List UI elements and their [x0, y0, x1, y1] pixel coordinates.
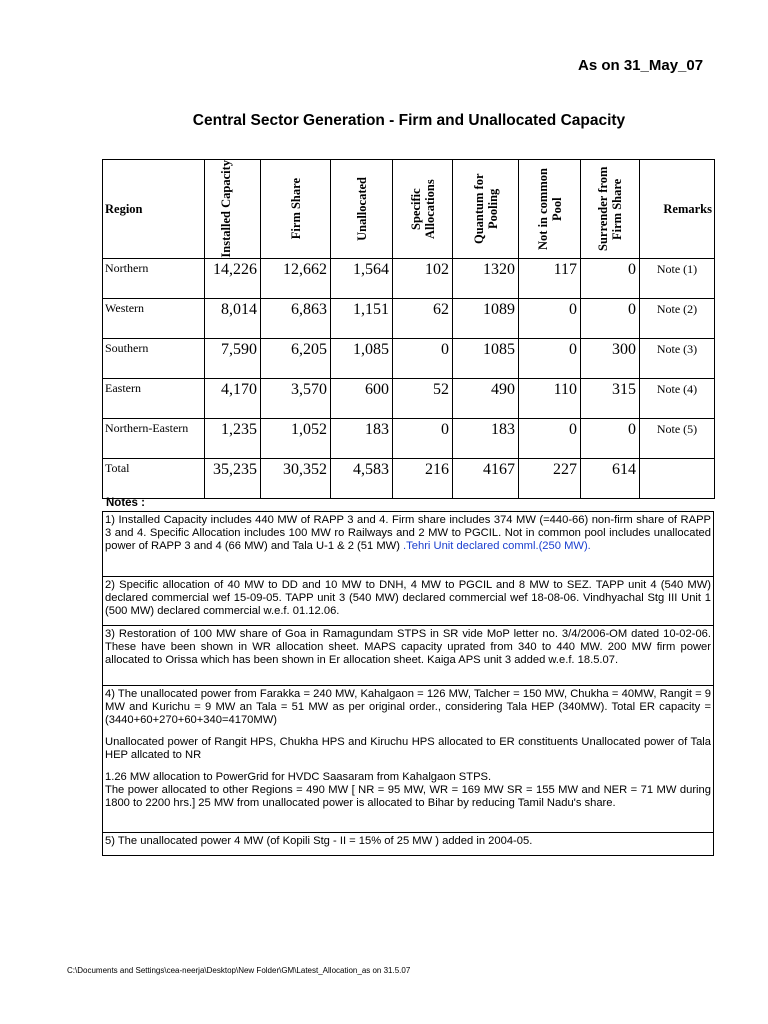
- cell-specific: 216: [393, 459, 453, 499]
- note-1-text: 1) Installed Capacity includes 440 MW of RAPP 3 and 4. Firm share includes 374 MW (=440-66) non-firm share of RAPP 3 and 4. Specific Allocation includes 100 MW ro Railways and 2 MW to PGCIL. Not in common pool includes unallocated power of RAPP 3 and 4 (66 MW) and Tala U-1 & 2 (51 MW): [105, 514, 711, 552]
- cell-firm-share: 12,662: [261, 259, 331, 299]
- header-surrender-from-firm-share: [581, 160, 640, 259]
- cell-not-in-pool: 0: [519, 299, 581, 339]
- table-header-row: [103, 160, 715, 259]
- cell-specific: 0: [393, 419, 453, 459]
- header-surrender-from-firm-share-text: Surrender from Firm Share: [596, 166, 624, 252]
- cell-surrender: 315: [581, 379, 640, 419]
- cell-region: Total: [103, 459, 205, 499]
- cell-quantum: 1320: [453, 259, 519, 299]
- table-row: [103, 259, 715, 299]
- cell-unallocated: 1,085: [331, 339, 393, 379]
- cell-not-in-pool: 110: [519, 379, 581, 419]
- table-body: [103, 259, 715, 499]
- cell-surrender: 614: [581, 459, 640, 499]
- note-4-paragraph-4: The power allocated to other Regions = 490 MW [ NR = 95 MW, WR = 169 MW SR = 155 MW and NER = 71 MW during 1800 to 2200 hrs.] 25 MW from unallocated power is allocated to Bihar by reducing Tamil Nadu's share.: [105, 784, 711, 809]
- cell-surrender: 0: [581, 299, 640, 339]
- table-row: [103, 299, 715, 339]
- as-on-date: As on 31_May_07: [578, 57, 704, 74]
- cell-not-in-pool: 227: [519, 459, 581, 499]
- cell-quantum: 490: [453, 379, 519, 419]
- note-row: [103, 577, 714, 626]
- note-2: 2) Specific allocation of 40 MW to DD and 10 MW to DNH, 4 MW to PGCIL and 8 MW to SEZ. TAPP unit 4 (540 MW) declared commercial wef 15-09-05. TAPP unit 3 (540 MW) declared commercial wef 18-08-06. Vindhyachal Stg III Unit 1 (500 MW) declared commercial w.e.f. 01.12.06.: [103, 577, 714, 626]
- cell-installed: 14,226: [205, 259, 261, 299]
- header-firm-share: [261, 160, 331, 259]
- note-row: [103, 512, 714, 577]
- table-row-total: [103, 459, 715, 499]
- cell-installed: 1,235: [205, 419, 261, 459]
- header-quantum-for-pooling-text: Quantum for Pooling: [471, 173, 500, 245]
- cell-firm-share: 1,052: [261, 419, 331, 459]
- cell-remarks: Note (2): [640, 299, 715, 339]
- cell-quantum: 1085: [453, 339, 519, 379]
- cell-region: Northern: [103, 259, 205, 299]
- cell-remarks: Note (1): [640, 259, 715, 299]
- note-row: [103, 833, 714, 856]
- cell-specific: 62: [393, 299, 453, 339]
- note-3: 3) Restoration of 100 MW share of Goa in Ramagundam STPS in SR vide MoP letter no. 3/4/2006-OM dated 10-02-06. These have been shown in WR allocation sheet. MAPS capacity uprated from 340 to 440 MW. 200 MW firm power allocated to Orissa which has been shown in Er allocation sheet. Kaiga APS unit 3 added w.e.f. 18.5.07.: [103, 626, 714, 686]
- table-row: [103, 379, 715, 419]
- cell-region: Western: [103, 299, 205, 339]
- note-5: 5) The unallocated power 4 MW (of Kopili Stg - II = 15% of 25 MW ) added in 2004-05.: [103, 833, 714, 856]
- cell-unallocated: 1,151: [331, 299, 393, 339]
- header-unallocated-text: Unallocated: [354, 177, 369, 241]
- cell-surrender: 0: [581, 419, 640, 459]
- header-remarks: Remarks: [640, 160, 715, 259]
- cell-installed: 4,170: [205, 379, 261, 419]
- cell-firm-share: 6,205: [261, 339, 331, 379]
- cell-region: Eastern: [103, 379, 205, 419]
- page-title: Central Sector Generation - Firm and Unallocated Capacity: [192, 112, 626, 129]
- cell-quantum: 183: [453, 419, 519, 459]
- note-row: [103, 626, 714, 686]
- header-specific-allocations: [393, 160, 453, 259]
- note-1-link-text: .Tehri Unit declared comml.(250 MW).: [399, 540, 591, 552]
- cell-installed: 7,590: [205, 339, 261, 379]
- cell-region: Northern-Eastern: [103, 419, 205, 459]
- cell-unallocated: 600: [331, 379, 393, 419]
- header-not-in-common-pool-text: Not in common Pool: [535, 168, 564, 250]
- note-4-paragraph-3: 1.26 MW allocation to PowerGrid for HVDC Saasaram from Kahalgaon STPS.: [105, 771, 492, 783]
- cell-remarks: Note (5): [640, 419, 715, 459]
- cell-remarks: Note (3): [640, 339, 715, 379]
- cell-unallocated: 183: [331, 419, 393, 459]
- cell-specific: 102: [393, 259, 453, 299]
- file-path-footer: C:\Documents and Settings\cea-neerja\Desktop\New Folder\GM\Latest_Allocation_as on 31.5.07: [67, 966, 411, 975]
- cell-installed: 8,014: [205, 299, 261, 339]
- table-row: [103, 339, 715, 379]
- note-4: [103, 686, 714, 833]
- header-specific-allocations-text: Specific Allocations: [408, 179, 437, 239]
- cell-surrender: 0: [581, 259, 640, 299]
- cell-surrender: 300: [581, 339, 640, 379]
- cell-not-in-pool: 0: [519, 339, 581, 379]
- cell-installed: 35,235: [205, 459, 261, 499]
- header-quantum-for-pooling: [453, 160, 519, 259]
- capacity-table: [102, 159, 715, 499]
- notes-label: Notes :: [106, 497, 145, 509]
- cell-firm-share: 30,352: [261, 459, 331, 499]
- cell-firm-share: 3,570: [261, 379, 331, 419]
- cell-not-in-pool: 117: [519, 259, 581, 299]
- cell-unallocated: 1,564: [331, 259, 393, 299]
- cell-unallocated: 4,583: [331, 459, 393, 499]
- cell-quantum: 4167: [453, 459, 519, 499]
- note-4-paragraph-2: Unallocated power of Rangit HPS, Chukha HPS and Kiruchu HPS allocated to ER constituents Unallocated power of Tala HEP allcated to NR: [105, 736, 711, 761]
- header-not-in-common-pool: [519, 160, 581, 259]
- table-row: [103, 419, 715, 459]
- header-installed-capacity-text: Installed Capacity: [218, 160, 233, 258]
- header-unallocated: [331, 160, 393, 259]
- note-4-paragraph-1: 4) The unallocated power from Farakka = 240 MW, Kahalgaon = 126 MW, Talcher = 150 MW, Chukha = 40MW, Rangit = 9 MW and Kurichu = 9 MW an Tala = 51 MW as per original order., considering Tala HEP (340MW). Total ER capacity =(3440+60+270+60+340=4170MW): [105, 688, 711, 726]
- note-row: [103, 686, 714, 833]
- notes-table: [102, 511, 714, 856]
- cell-remarks: [640, 459, 715, 499]
- cell-remarks: Note (4): [640, 379, 715, 419]
- cell-not-in-pool: 0: [519, 419, 581, 459]
- cell-quantum: 1089: [453, 299, 519, 339]
- header-installed-capacity: [205, 160, 261, 259]
- cell-specific: 0: [393, 339, 453, 379]
- note-1: [103, 512, 714, 577]
- header-firm-share-text: Firm Share: [288, 178, 303, 240]
- cell-specific: 52: [393, 379, 453, 419]
- cell-region: Southern: [103, 339, 205, 379]
- cell-firm-share: 6,863: [261, 299, 331, 339]
- header-region: Region: [103, 160, 205, 259]
